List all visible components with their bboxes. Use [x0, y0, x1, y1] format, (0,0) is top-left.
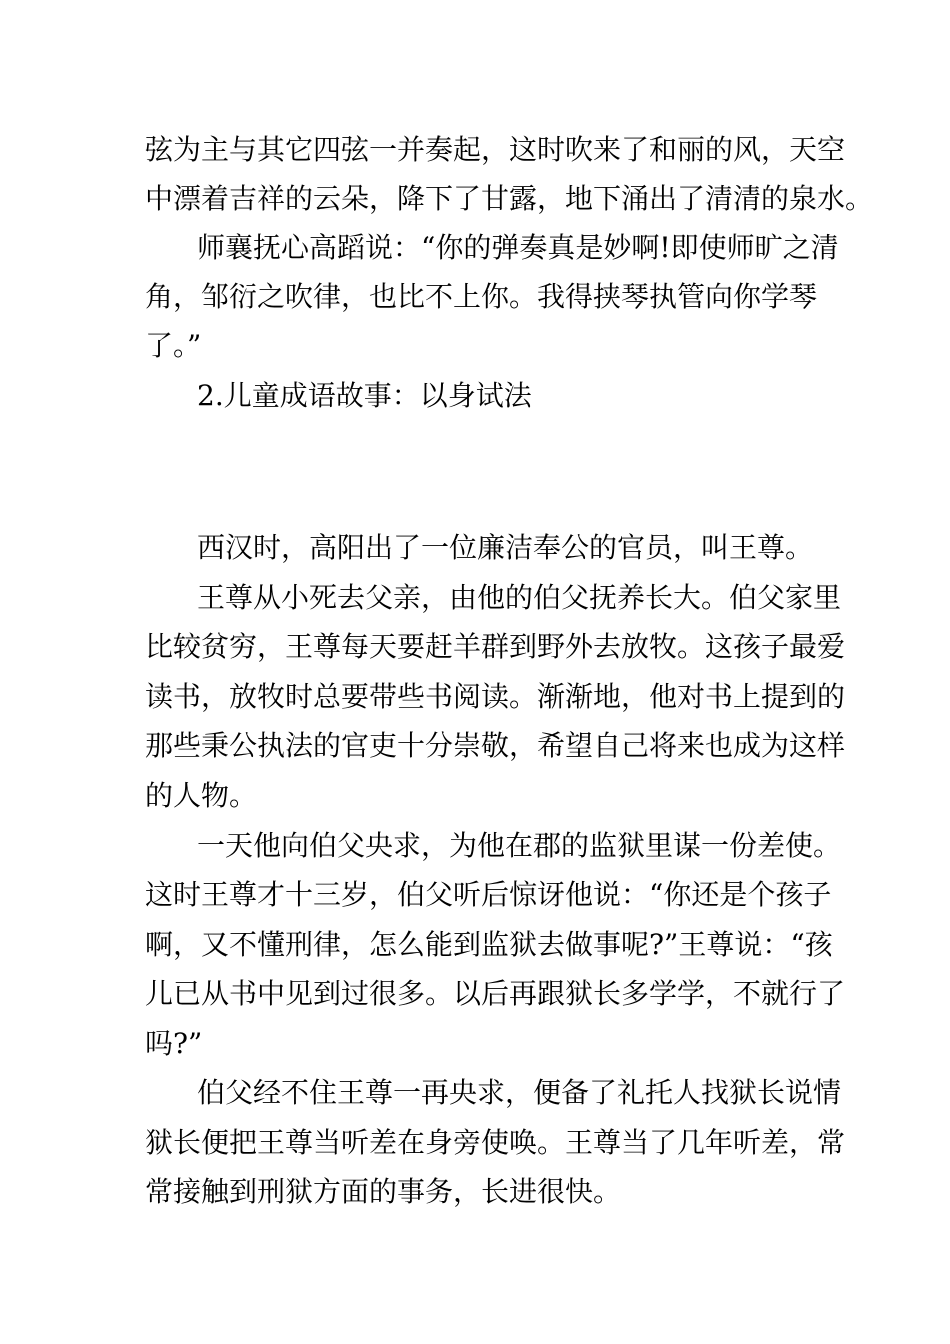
text-line: 这时王尊才十三岁，伯父听后惊讶他说：“你还是个孩子: [145, 878, 832, 911]
text-line: 的人物。: [145, 779, 258, 812]
text-line: 师襄抚心高蹈说：“你的弹奏真是妙啊!即使师旷之清: [197, 231, 839, 264]
text-line: 王尊从小死去父亲，由他的伯父抚养长大。伯父家里: [197, 581, 842, 614]
text-line: 中漂着吉祥的云朵，降下了甘露，地下涌出了清清的泉水。: [145, 182, 874, 215]
text-line: 啊，又不懂刑律，怎么能到监狱去做事呢?”王尊说：“孩: [145, 928, 833, 961]
text-line: 伯父经不住王尊一再央求，便备了礼托人找狱长说情: [197, 1076, 842, 1109]
text-line: 比较贫穷，王尊每天要赶羊群到野外去放牧。这孩子最爱: [145, 630, 846, 663]
text-line: 狱长便把王尊当听差在身旁使唤。王尊当了几年听差，常: [145, 1126, 846, 1159]
text-line: 弦为主与其它四弦一并奏起，这时吹来了和丽的风，天空: [145, 133, 846, 166]
text-line: 吗?”: [145, 1027, 203, 1060]
text-line: 一天他向伯父央求，为他在郡的监狱里谋一份差使。: [197, 829, 842, 862]
text-line: 常接触到刑狱方面的事务，长进很快。: [145, 1175, 622, 1208]
section-heading: 2.儿童成语故事：以身试法: [197, 379, 532, 412]
text-line: 读书，放牧时总要带些书阅读。渐渐地，他对书上提到的: [145, 680, 846, 713]
text-line: 儿已从书中见到过很多。以后再跟狱长多学学，不就行了: [145, 977, 846, 1010]
text-line: 那些秉公执法的官吏十分崇敬，希望自己将来也成为这样: [145, 729, 846, 762]
text-line: 了。”: [145, 329, 202, 362]
text-line: 角，邹衍之吹律，也比不上你。我得挟琴执管向你学琴: [145, 280, 818, 313]
text-line: 西汉时，高阳出了一位廉洁奉公的官员，叫王尊。: [197, 531, 814, 564]
